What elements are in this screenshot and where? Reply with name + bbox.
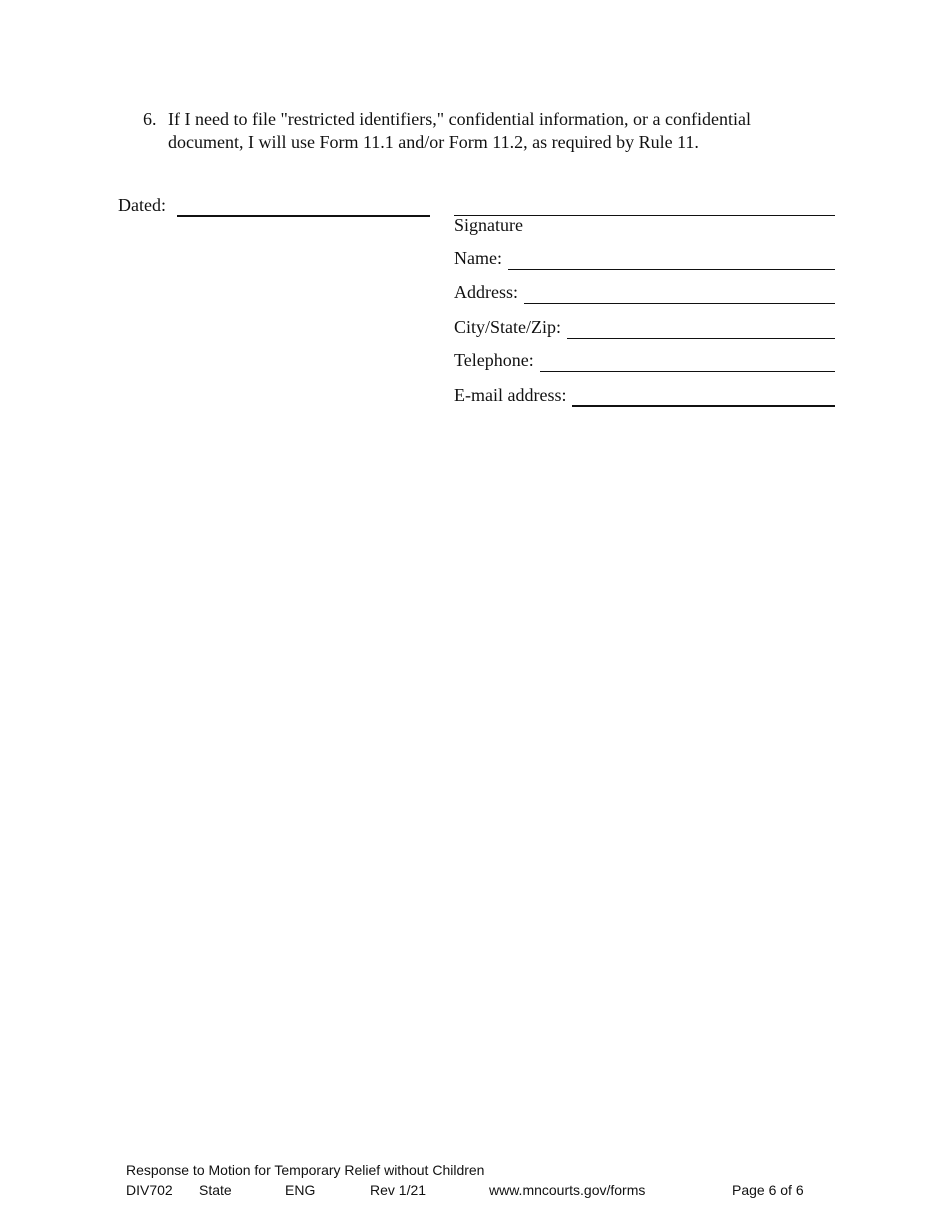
signature-label: Signature [454,215,523,235]
city-state-zip-label: City/State/Zip: [454,317,561,337]
telephone-field-row [454,347,835,371]
paragraph-number: 6. [143,109,157,129]
city-state-zip-field[interactable] [567,337,835,339]
email-field[interactable] [572,404,835,407]
paragraph-text: If I need to file "restricted identifiers," confidential information, or a confidential document, I will use Form 11.1 and/or Form 11.2, as required by Rule 11. [168,109,751,152]
email-label: E-mail address: [454,385,567,405]
footer-form-id: DIV702 [126,1182,173,1198]
name-label: Name: [454,248,502,268]
address-field-row [454,279,835,303]
address-label: Address: [454,282,518,302]
name-field[interactable] [508,268,835,270]
email-field-row [454,382,835,406]
footer-page-number: Page 6 of 6 [732,1182,804,1198]
address-field[interactable] [524,302,835,304]
footer-language: ENG [285,1182,316,1198]
telephone-field[interactable] [540,370,835,372]
telephone-label: Telephone: [454,350,534,370]
name-field-row [454,245,835,269]
footer-revision: Rev 1/21 [370,1182,427,1198]
dated-label: Dated: [118,195,166,215]
footer-url-link[interactable]: www.mncourts.gov/forms [489,1182,646,1198]
dated-field[interactable] [177,215,430,217]
footer-jurisdiction: State [199,1182,232,1198]
city-state-zip-field-row [454,314,835,338]
footer-form-title: Response to Motion for Temporary Relief without Children [126,1162,485,1178]
